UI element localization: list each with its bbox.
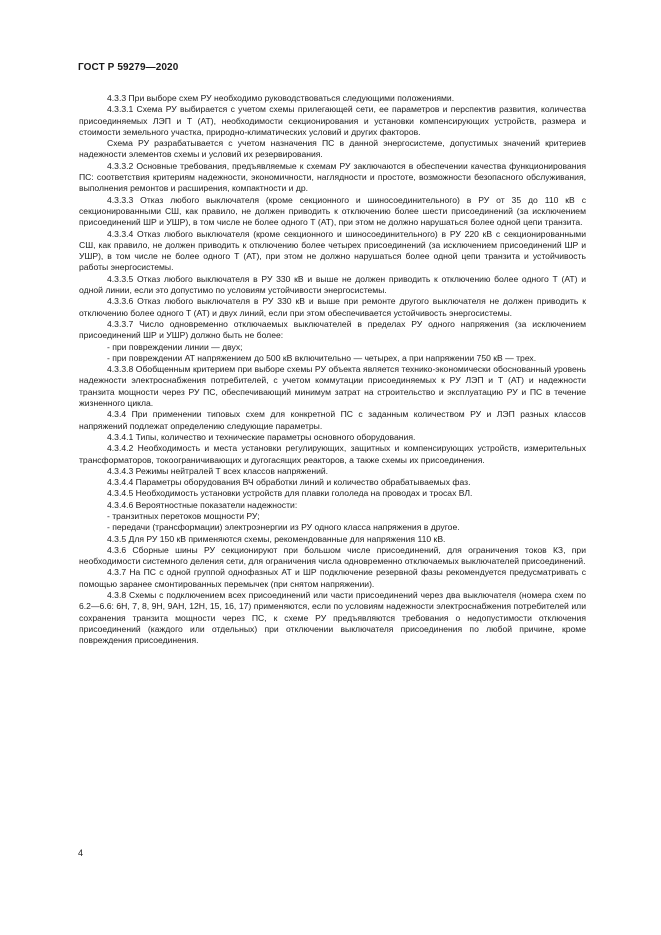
paragraph: 4.3.3.3 Отказ любого выключателя (кроме секционного и шиносоединительного) в РУ от 35 до 110 кВ с секционированными СШ, как правило, не должен приводить к отключению более шести присоединений (за исключением присоединений ШР и УШР), в том числе не более одного Т (АТ), при этом не должно нарушаться более одной цепи транзита.	[79, 194, 586, 228]
paragraph: 4.3.4.6 Вероятностные показатели надежности:	[107, 499, 298, 510]
list-item: - при повреждении АТ напряжением до 500 кВ включительно — четырех, а при напряжении 750 кВ — трех.	[107, 352, 537, 363]
paragraph: 4.3.7 На ПС с одной группой однофазных АТ и ШР подключение резервной фазы рекомендуется предусматривать с помощью заранее смонтированных перемычек (при снятом напряжении).	[79, 567, 586, 589]
paragraph: 4.3.4.5 Необходимость установки устройств для плавки гололеда на проводах и тросах ВЛ.	[107, 488, 473, 499]
paragraph: 4.3.4.1 Типы, количество и технические параметры основного оборудования.	[107, 431, 416, 442]
document-body	[79, 93, 586, 647]
paragraph: 4.3.4 При применении типовых схем для конкретной ПС с заданным количеством РУ и ЛЭП разных классов напряжений подлежат определению следующие параметры.	[79, 409, 586, 431]
page-number: 4	[78, 848, 84, 858]
document-header: ГОСТ Р 59279—2020	[78, 62, 179, 73]
paragraph: 4.3.3.1 Схема РУ выбирается с учетом схемы прилегающей сети, ее параметров и перспектив развития, количества присоединяемых ЛЭП и Т (АТ), необходимости секционирования и установки компенсирующих устройств, размера и стоимости земельного участка, природно-климатических условий и других факторов.	[79, 104, 586, 137]
paragraph: 4.3.4.4 Параметры оборудования ВЧ обработки линий и количество обрабатываемых фаз.	[107, 477, 471, 488]
paragraph: 4.3.3.6 Отказ любого выключателя в РУ 330 кВ и выше при ремонте другого выключателя не должен приводить к отключению более одного Т (АТ) и двух линий, если при этом обеспечивается устойчивость энергосистемы.	[79, 296, 586, 318]
paragraph: Схема РУ разрабатывается с учетом назначения ПС в данной энергосистеме, допустимых значений критериев надежности элементов схемы и условий их резервирования.	[79, 138, 586, 160]
paragraph: 4.3.4.2 Необходимость и места установки регулирующих, защитных и компенсирующих устройств, измерительных трансформаторов, токоограничивающих и дугогасящих реакторов, а также схемы их присоединения.	[79, 443, 586, 465]
paragraph: 4.3.3.5 Отказ любого выключателя в РУ 330 кВ и выше не должен приводить к отключению более одного Т (АТ) и одной линии, если это допустимо по условиям устойчивости энергосистемы.	[79, 273, 586, 296]
paragraph: 4.3.6 Сборные шины РУ секционируют при большом числе присоединений, для ограничения токов КЗ, при необходимости системного деления сети, для ограничения числа одновременно отключаемых выключателей присоединений.	[79, 544, 586, 567]
paragraph: 4.3.3.7 Число одновременно отключаемых выключателей в пределах РУ одного напряжения (за исключением присоединений ШР и УШР) должно быть не более:	[79, 318, 586, 341]
paragraph: 4.3.3.2 Основные требования, предъявляемые к схемам РУ заключаются в обеспечении качества функционирования ПС: соответствия критериям надежности, экономичности, наглядности и простоте, возможности безопасного обслуживания, выполнения ремонтов и расширения, компактности и др.	[79, 160, 586, 194]
paragraph: 4.3.4.3 Режимы нейтралей Т всех классов напряжений.	[107, 465, 329, 476]
paragraph: 4.3.3.4 Отказ любого выключателя (кроме секционного и шиносоединительного) в РУ 220 кВ с секционированными СШ, как правило, не должен приводить к отключению более четырех присоединений (за исключением присоединений ШР и УШР), в том числе не более одного Т (АТ), при этом не должно нарушаться более одной цепи транзита и устойчивость работы энергосистемы.	[79, 228, 586, 273]
paragraph: 4.3.3 При выборе схем РУ необходимо руководствоваться следующими положениями.	[107, 93, 455, 103]
list-item: - при повреждении линии — двух;	[107, 341, 243, 352]
paragraph: 4.3.5 Для РУ 150 кВ применяются схемы, рекомендованные для напряжения 110 кВ.	[107, 533, 446, 544]
paragraph: 4.3.3.8 Обобщенным критерием при выборе схемы РУ объекта является технико-экономически обоснованный уровень надежности электроснабжения потребителей, с учетом коммутации присоединяемых к РУ ЛЭП и Т (АТ) и надежности транзита мощности через РУ ПС, обеспечивающий минимум затрат на строительство и эксплуатацию РУ и ПС в течение жизненного цикла.	[79, 364, 586, 409]
paragraph: 4.3.8 Схемы с подключением всех присоединений или части присоединений через два выключателя (номера схем по 6.2—6.6: 6Н, 7, 8, 9Н, 9АН, 12Н, 15, 16, 17) применяются, если по условиям надежности электроснабжения потребителей или сохранения транзита мощности через ПС, к схеме РУ предъявляются требования о недопустимости отключения присоединений (каждого или отдельных) при отключении выключателя присоединения по любой причине, кроме повреждения присоединения.	[79, 590, 586, 646]
list-item: - передачи (трансформации) электроэнергии из РУ одного класса напряжения в другое.	[107, 522, 460, 533]
list-item: - транзитных перетоков мощности РУ;	[107, 510, 260, 521]
